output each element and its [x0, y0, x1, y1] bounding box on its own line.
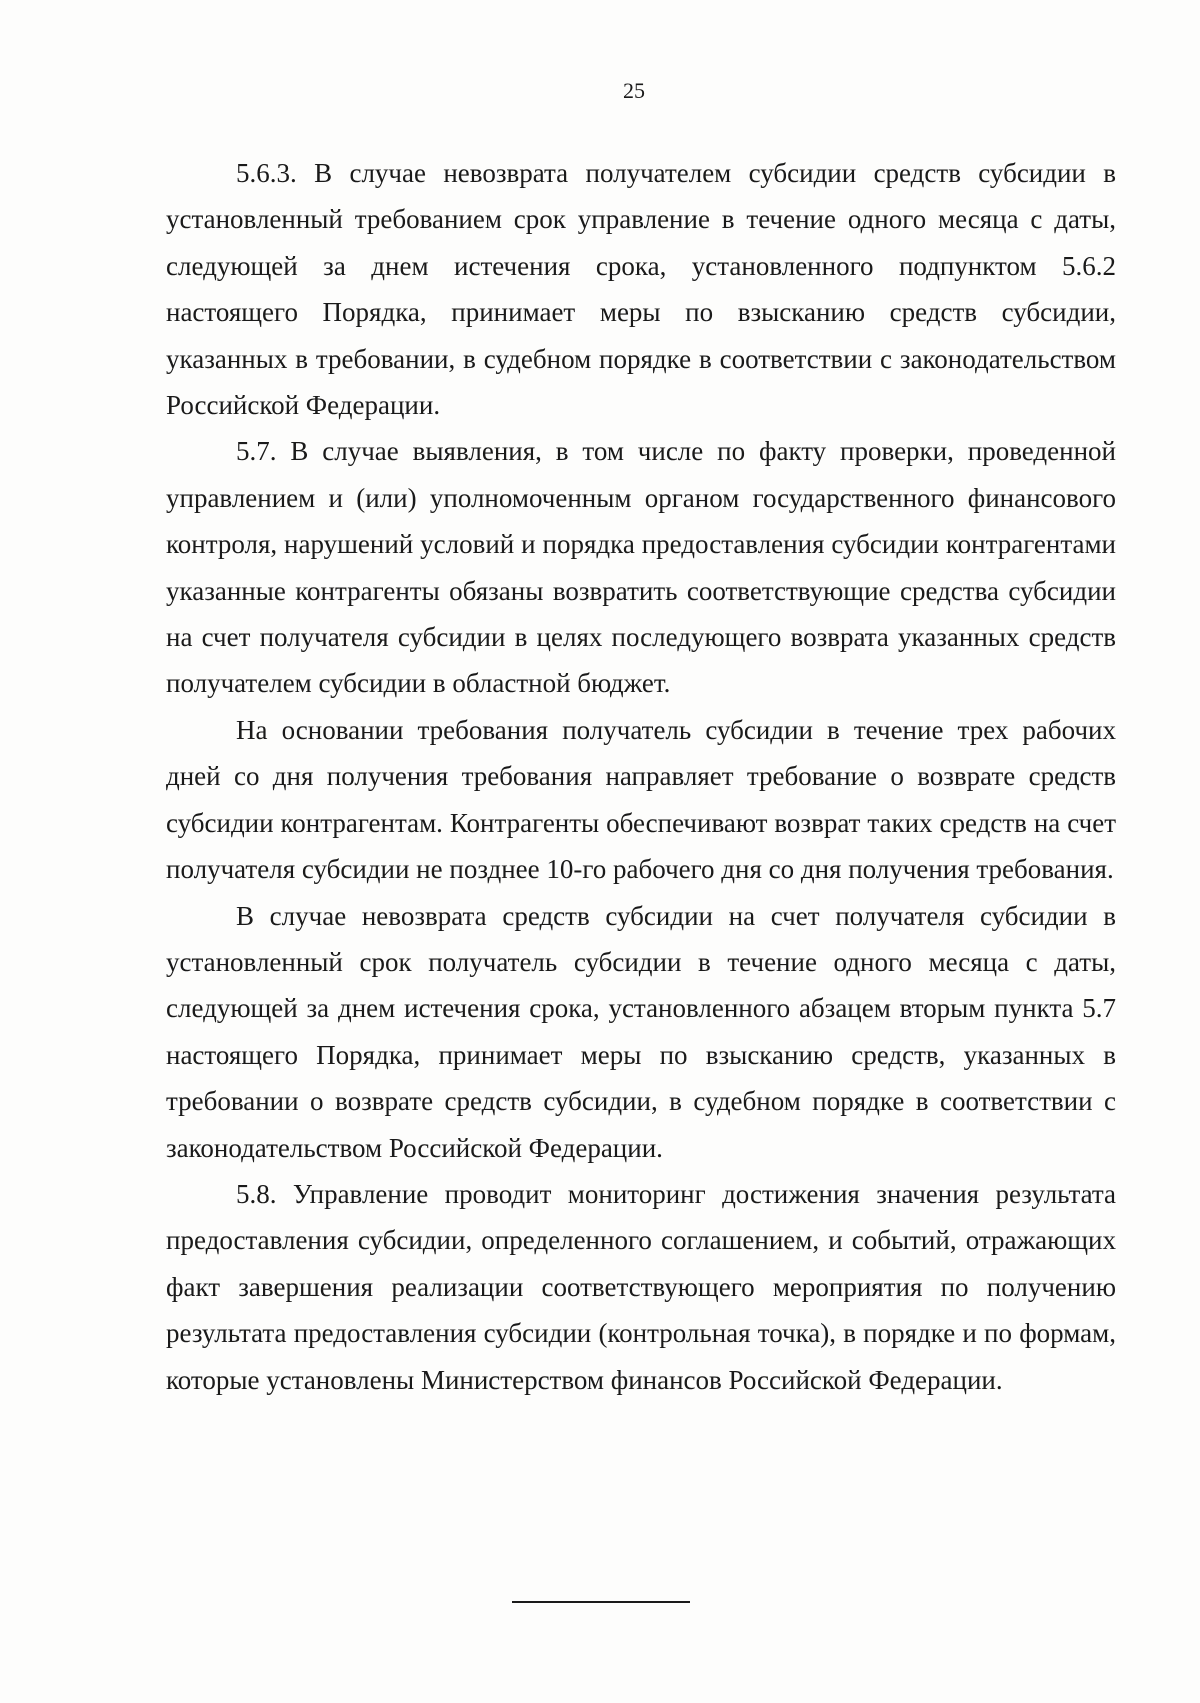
- page-number: 25: [623, 78, 645, 103]
- end-of-text-rule: [512, 1601, 690, 1603]
- paragraph-contractor-return: На основании требования получатель субсидии в течение трех рабочих дней со дня получения требования направляет требование о возврате средств субсидии контрагентам. Контрагенты обеспечивают возврат таких средств на счет получателя субсидии не позднее 10-го рабочего дня со дня получения требования.: [166, 714, 1116, 885]
- paragraph-non-return-recovery: В случае невозврата средств субсидии на счет получателя субсидии в установленный срок получатель субсидии в течение одного месяца с даты, следующей за днем истечения срока, установленного абзацем вторым пункта 5.7 настоящего Порядка, принимает меры по взысканию средств, указанных в требовании о возврате средств субсидии, в судебном порядке в соответствии с законодательством Российской Федерации.: [166, 900, 1116, 1163]
- paragraph-5-8: 5.8. Управление проводит мониторинг достижения значения результата предоставления субсидии, определенного соглашением, и событий, отражающих факт завершения реализации соответствующего мероприятия по получению результата предоставления субсидии (контрольная точка), в порядке и по формам, которые установлены Министерством финансов Российской Федерации.: [166, 1178, 1116, 1395]
- document-body: [166, 150, 1116, 1403]
- paragraph-5-6-3: 5.6.3. В случае невозврата получателем субсидии средств субсидии в установленный требованием срок управление в течение одного месяца с даты, следующей за днем истечения срока, установленного подпунктом 5.6.2 настоящего Порядка, принимает меры по взысканию средств субсидии, указанных в требовании, в судебном порядке в соответствии с законодательством Российской Федерации.: [166, 158, 1116, 421]
- paragraph-5-7: 5.7. В случае выявления, в том числе по факту проверки, проведенной управлением и (или) уполномоченным органом государственного финансового контроля, нарушений условий и порядка предоставления субсидии контрагентами указанные контрагенты обязаны возвратить соответствующие средства субсидии на счет получателя субсидии в целях последующего возврата указанных средств получателем субсидии в областной бюджет.: [166, 436, 1116, 699]
